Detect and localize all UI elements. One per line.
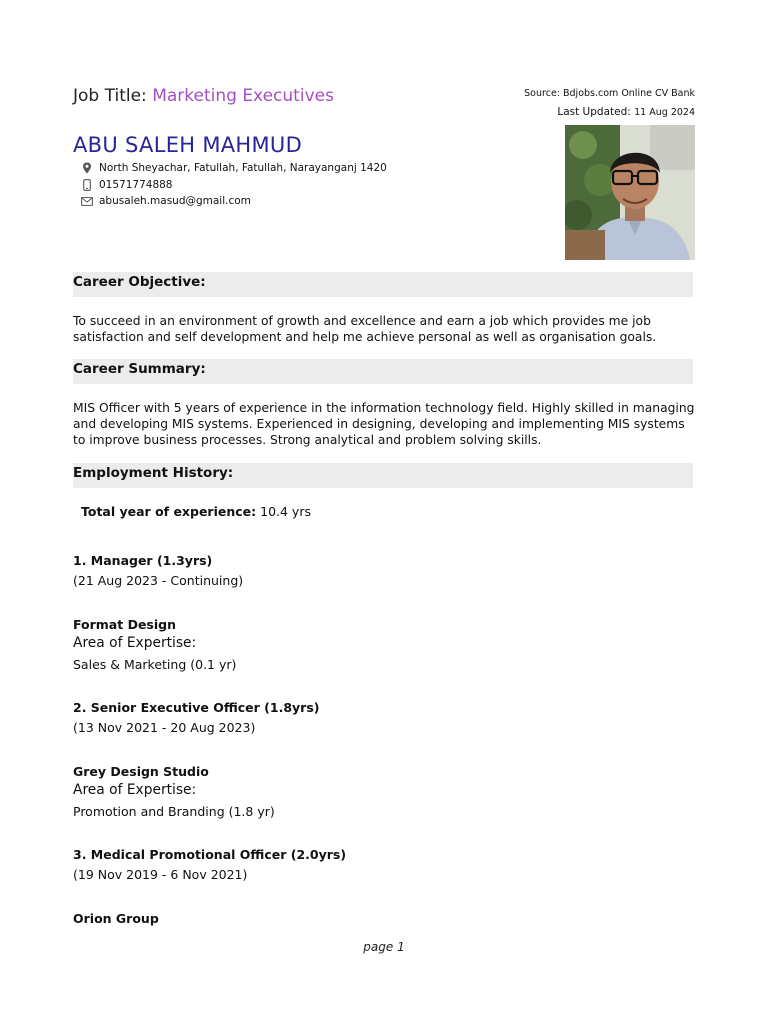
total-experience-label: Total year of experience: — [81, 504, 257, 519]
last-updated-value: 11 Aug 2024 — [634, 107, 695, 118]
career-objective-text: To succeed in an environment of growth and excellence and earn a job which provides me job satisfaction and self development and help me achieve personal as well as organisation goals. — [73, 314, 657, 344]
phone-row — [80, 178, 173, 192]
email-row — [80, 194, 251, 208]
employment-history-heading: Employment History: — [73, 465, 234, 481]
job-period-3: (19 Nov 2019 - 6 Nov 2021) — [73, 867, 248, 882]
career-objective-section — [73, 272, 693, 297]
employment-history-section — [73, 463, 693, 488]
profile-photo — [565, 125, 695, 260]
mobile-phone-icon — [80, 178, 94, 192]
address-row — [80, 161, 387, 175]
source-text: Source: Bdjobs.com Online CV Bank — [524, 88, 695, 99]
candidate-name: ABU SALEH MAHMUD — [73, 133, 303, 157]
career-summary-text: MIS Officer with 5 years of experience in the information technology field. Highly skilled in managing and developing MIS systems. Experienced in designing, developing and implementing MIS systems to improve business processes. Strong analytical and problem solving skills. — [73, 401, 695, 447]
job-period-1: (21 Aug 2023 - Continuing) — [73, 573, 244, 588]
job-title-label: Job Title: — [73, 86, 147, 106]
job-title-3: 3. Medical Promotional Officer (2.0yrs) — [73, 847, 347, 862]
last-updated-label: Last Updated: — [557, 106, 631, 118]
company-name-1: Format Design — [73, 617, 176, 632]
area-of-expertise-1: Sales & Marketing (0.1 yr) — [73, 657, 237, 672]
address-text: North Sheyachar, Fatullah, Fatullah, Narayanganj 1420 — [99, 162, 387, 174]
job-title-2: 2. Senior Executive Officer (1.8yrs) — [73, 700, 320, 715]
email-text: abusaleh.masud@gmail.com — [99, 195, 251, 207]
job-title-1: 1. Manager (1.3yrs) — [73, 553, 213, 568]
area-of-expertise-label-1: Area of Expertise: — [73, 635, 197, 651]
job-period-2: (13 Nov 2021 - 20 Aug 2023) — [73, 720, 256, 735]
phone-text: 01571774888 — [99, 179, 173, 191]
page-number: page 1 — [363, 940, 405, 954]
company-name-3: Orion Group — [73, 911, 159, 926]
company-name-2: Grey Design Studio — [73, 764, 209, 779]
area-of-expertise-label-2: Area of Expertise: — [73, 782, 197, 798]
career-summary-section — [73, 359, 693, 384]
last-updated — [557, 106, 695, 118]
total-experience-value: 10.4 yrs — [260, 504, 311, 519]
location-pin-icon — [80, 161, 94, 175]
job-title — [73, 86, 334, 106]
area-of-expertise-2: Promotion and Branding (1.8 yr) — [73, 804, 275, 819]
job-title-value: Marketing Executives — [152, 86, 334, 106]
envelope-icon — [80, 194, 94, 208]
career-objective-heading: Career Objective: — [73, 274, 206, 290]
career-summary-heading: Career Summary: — [73, 361, 206, 377]
total-experience — [81, 504, 311, 519]
